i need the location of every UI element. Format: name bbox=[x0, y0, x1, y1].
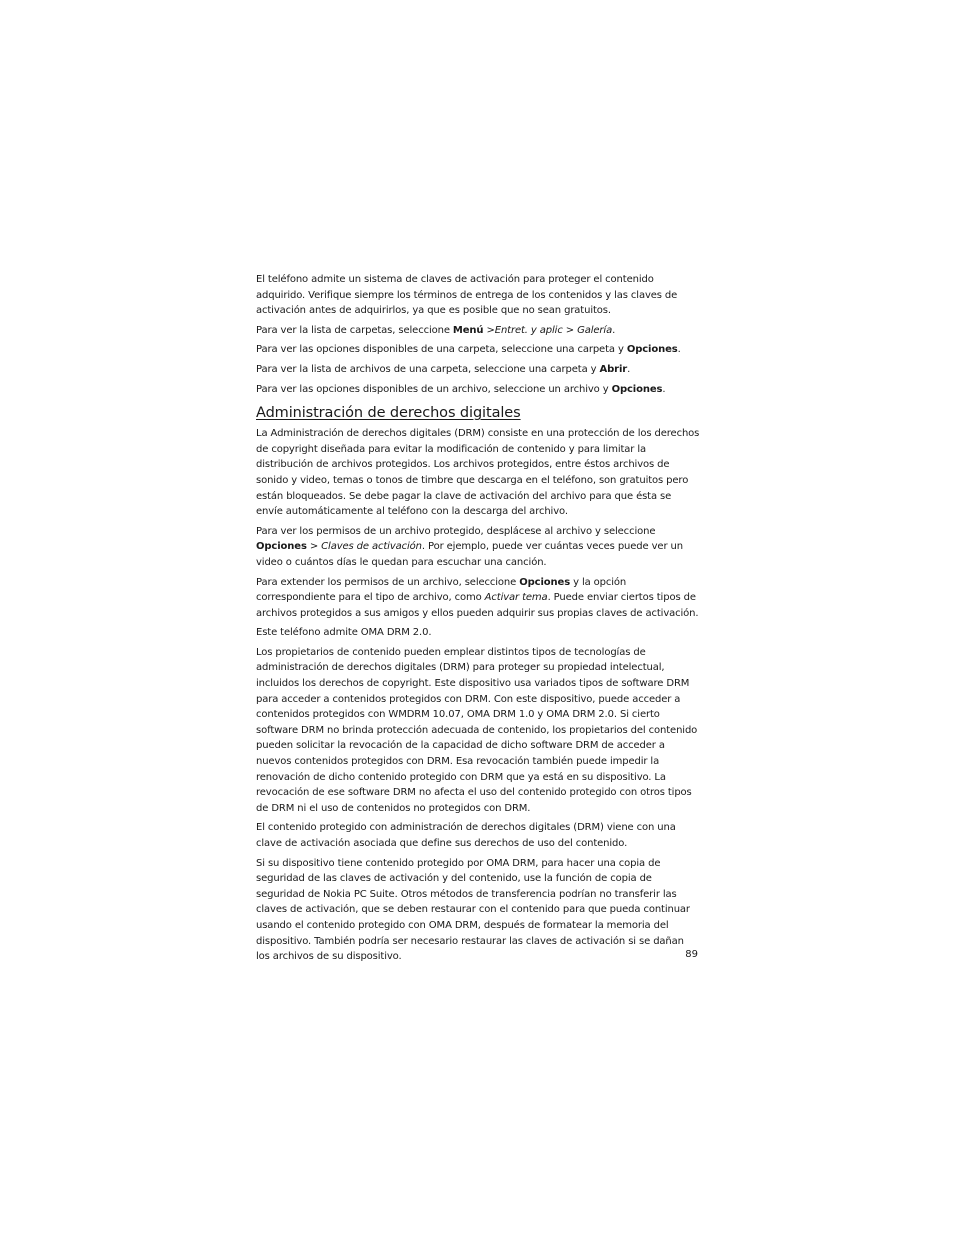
drm-paragraph-extend: Para extender los permisos de un archivo, seleccione Opciones y la opción correspondiente para el tipo de archivo, como Activar tema. Puede enviar ciertos tipos de archivos protegidos a sus amigos y ellos pueden adquirir sus propias claves de activación. bbox=[256, 576, 699, 619]
galeria-label: Galería bbox=[577, 324, 613, 336]
drm-paragraph-permissions: Para ver los permisos de un archivo protegido, desplácese al archivo y seleccione Opciones > Claves de activación. Por ejemplo, puede ver cuántas veces puede ver un video o cuántos días le quedan para escuchar una canción. bbox=[256, 525, 683, 568]
section-heading: Administración de derechos digitales bbox=[256, 405, 521, 422]
claves-label: Claves de activación bbox=[321, 541, 422, 553]
drm-paragraph-activation-key: El contenido protegido con administración de derechos digitales (DRM) viene con una clave de activación asociada que define sus derechos de uso del contenido. bbox=[256, 822, 676, 849]
page-number: 89 bbox=[685, 949, 698, 960]
menu-label: Menú bbox=[452, 324, 484, 336]
intro-paragraph-activation-keys: El teléfono admite un sistema de claves de activación para proteger el contenido adquirido. Verifique siempre los términos de entrega de los contenidos y las claves de activación antes de adquirirlos, ya que es posible que no sean gratuitos. bbox=[256, 274, 678, 317]
intro-paragraph-files-list: Para ver la lista de archivos de una carpeta, seleccione una carpeta y Abrir. bbox=[256, 363, 631, 375]
abrir-label: Abrir bbox=[599, 363, 628, 375]
activar-tema-label: Activar tema bbox=[484, 592, 548, 604]
opciones-label: Opciones bbox=[611, 383, 663, 395]
opciones-label: Opciones bbox=[519, 576, 571, 588]
drm-paragraph-backup: Si su dispositivo tiene contenido protegido por OMA DRM, para hacer una copia de seguridad de las claves de activación y del contenido, use la función de copia de seguridad de Nokia PC Suite. Otros métodos de transferencia podrían no transferir las claves de activación, que se deben restaurar con el contenido para que pueda continuar usando el contenido protegido con OMA DRM, después de formatear la memoria del dispositivo. También podría ser necesario restaurar las claves de activación si se dañan los archivos de su dispositivo. bbox=[256, 857, 690, 963]
intro-paragraph-file-options: Para ver las opciones disponibles de un archivo, seleccione un archivo y Opciones. bbox=[256, 383, 666, 395]
intro-paragraph-folders-list: Para ver la lista de carpetas, seleccione Menú >Entret. y aplic > Galería. bbox=[256, 324, 616, 336]
opciones-label: Opciones bbox=[256, 541, 307, 553]
drm-paragraph-definition: La Administración de derechos digitales (DRM) consiste en una protección de los derechos de copyright diseñada para evitar la modificación de contenido y para limitar la distribución de archivos protegidos. Los archivos protegidos, entre éstos archivos de sonido y video, temas o tonos de timbre que descarga en el teléfono, son gratuitos pero están bloqueados. Se debe pagar la clave de activación del archivo para que ésta se envíe automáticamente al teléfono con la descarga del archivo. bbox=[256, 428, 700, 518]
intro-paragraph-folder-options: Para ver las opciones disponibles de una carpeta, seleccione una carpeta y Opciones. bbox=[256, 344, 681, 356]
drm-paragraph-oma: Este teléfono admite OMA DRM 2.0. bbox=[256, 627, 432, 639]
entret-label: Entret. y aplic bbox=[494, 324, 563, 336]
opciones-label: Opciones bbox=[626, 344, 678, 356]
drm-paragraph-owners: Los propietarios de contenido pueden emplear distintos tipos de tecnologías de administración de derechos digitales (DRM) para proteger su propiedad intelectual, incluidos los derechos de copyright. Este dispositivo usa variados tipos de software DRM para acceder a contenidos protegidos con DRM. Con este dispositivo, puede acceder a contenidos protegidos con WMDRM 10.07, OMA DRM 1.0 y OMA DRM 2.0. Si cierto software DRM no brinda protección adecuada de contenido, los propietarios del contenido pueden solicitar la revocación de la capacidad de dicho software DRM de acceder a nuevos contenidos protegidos con DRM. Esa revocación también puede impedir la renovación de dicho contenido protegido con DRM que ya está en su dispositivo. La revocación de ese software DRM no afecta el uso del contenido protegido con otros tipos de DRM ni el uso de contenidos no protegidos con DRM. bbox=[256, 646, 698, 814]
page-content bbox=[256, 272, 700, 969]
